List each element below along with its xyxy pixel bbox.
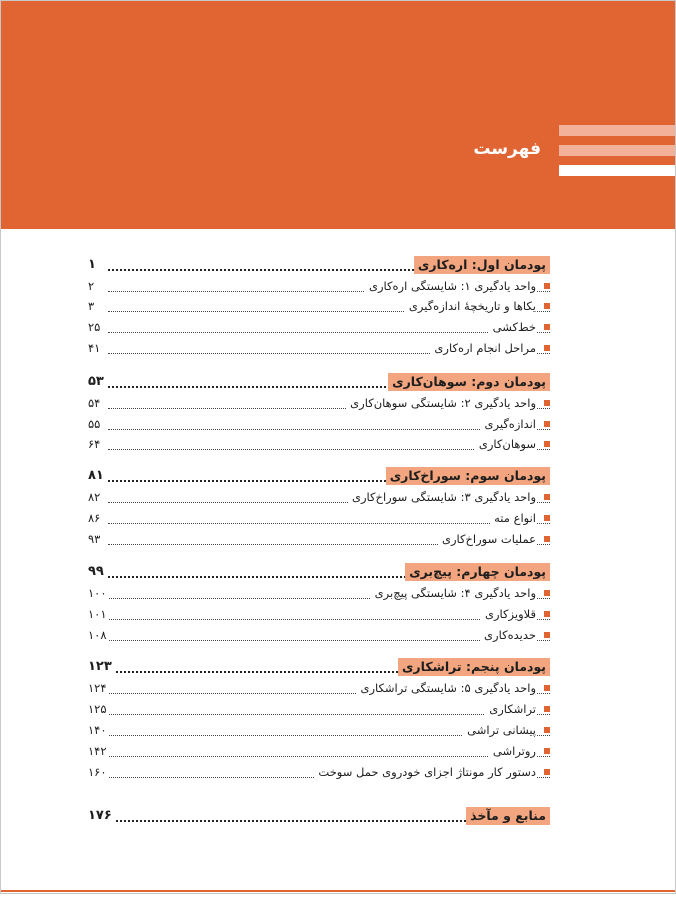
toc-chapter-row[interactable] bbox=[88, 658, 550, 678]
square-bullet-icon bbox=[544, 611, 550, 617]
toc-item-row[interactable] bbox=[88, 721, 550, 741]
square-bullet-icon bbox=[544, 769, 550, 775]
toc-item-row[interactable] bbox=[88, 509, 550, 529]
toc-item-title: واحد یادگیری ۴: شایستگی پیچ‌بری bbox=[371, 585, 536, 601]
toc-item-row[interactable] bbox=[88, 394, 550, 414]
toc-item-row[interactable] bbox=[88, 415, 550, 435]
toc-chapter-row[interactable] bbox=[88, 563, 550, 583]
square-bullet-icon bbox=[544, 303, 550, 309]
square-bullet-icon bbox=[544, 590, 550, 596]
square-bullet-icon bbox=[544, 283, 550, 289]
toc-item-row[interactable] bbox=[88, 530, 550, 550]
toc-chapter-row[interactable] bbox=[88, 256, 550, 276]
toc-item-title: حدیده‌کاری bbox=[480, 627, 536, 643]
toc-page-number: ۵۴ bbox=[88, 396, 101, 410]
toc-item-title: عملیات سوراخ‌کاری bbox=[438, 531, 536, 547]
toc-page-number: ۲۵ bbox=[88, 320, 101, 334]
toc-item-row[interactable] bbox=[88, 679, 550, 699]
toc-page-number: ۸۱ bbox=[88, 468, 104, 483]
square-bullet-icon bbox=[544, 324, 550, 330]
toc-item-title: قلاویزکاری bbox=[481, 606, 536, 622]
square-bullet-icon bbox=[544, 515, 550, 521]
toc-item-title: مراحل انجام اره‌کاری bbox=[430, 340, 536, 356]
dot-leader bbox=[108, 742, 550, 757]
toc-page-number: ۱۲۵ bbox=[88, 702, 107, 716]
toc-item-title: یکاها و تاریخچهٔ اندازه‌گیری bbox=[405, 298, 536, 314]
toc-chapter-row[interactable] bbox=[88, 373, 550, 393]
toc-item-row[interactable] bbox=[88, 318, 550, 338]
toc-page-number: ۹۹ bbox=[88, 564, 104, 579]
toc-item-title: انواع مته bbox=[490, 510, 536, 526]
toc-chapter-title: منابع و مآخذ bbox=[466, 807, 550, 825]
toc-chapter-title: پودمان اول: اره‌کاری bbox=[414, 256, 550, 274]
toc-item-row[interactable] bbox=[88, 297, 550, 317]
toc-item-title: سوهان‌کاری bbox=[475, 436, 536, 452]
toc-item-title: واحد یادگیری ۳: شایستگی سوراخ‌کاری bbox=[348, 489, 536, 505]
square-bullet-icon bbox=[544, 441, 550, 447]
toc-page-number: ۱۰۰ bbox=[88, 586, 107, 600]
toc-page-number: ۱۰۸ bbox=[88, 628, 107, 642]
dot-leader bbox=[108, 700, 550, 715]
toc-chapter-title: پودمان چهارم: پیچ‌بری bbox=[405, 563, 550, 581]
toc-item-title: تراشکاری bbox=[485, 701, 536, 717]
toc-item-title: اندازه‌گیری bbox=[481, 416, 537, 432]
toc-item-row[interactable] bbox=[88, 584, 550, 604]
toc-chapter-title: پودمان دوم: سوهان‌کاری bbox=[388, 373, 550, 391]
toc-item-row[interactable] bbox=[88, 277, 550, 297]
toc-item-title: دستور کار مونتاژ اجزای خودروی حمل سوخت bbox=[314, 764, 536, 780]
toc-page-number: ۱ bbox=[88, 257, 96, 272]
toc-chapter-row[interactable] bbox=[88, 807, 550, 827]
toc-item-title: پیشانی تراشی bbox=[463, 722, 536, 738]
toc-page-number: ۶۴ bbox=[88, 437, 101, 451]
toc-item-row[interactable] bbox=[88, 339, 550, 359]
toc-page-number: ۸۶ bbox=[88, 511, 101, 525]
toc-chapter-title: پودمان پنجم: تراشکاری bbox=[398, 658, 550, 676]
toc-item-row[interactable] bbox=[88, 605, 550, 625]
toc-page-number: ۱۰۱ bbox=[88, 607, 107, 621]
toc-item-title: واحد یادگیری ۲: شایستگی سوهان‌کاری bbox=[346, 395, 536, 411]
toc-page-number: ۴۱ bbox=[88, 341, 101, 355]
square-bullet-icon bbox=[544, 400, 550, 406]
dot-leader bbox=[108, 509, 550, 524]
toc-page-number: ۹۳ bbox=[88, 532, 101, 546]
toc-item-title: واحد یادگیری ۱: شایستگی اره‌کاری bbox=[365, 278, 536, 294]
square-bullet-icon bbox=[544, 536, 550, 542]
square-bullet-icon bbox=[544, 494, 550, 500]
toc-item-row[interactable] bbox=[88, 742, 550, 762]
square-bullet-icon bbox=[544, 421, 550, 427]
toc-item-title: روتراشی bbox=[489, 743, 536, 759]
toc-page-number: ۵۳ bbox=[88, 374, 104, 389]
toc-chapter-title: پودمان سوم: سوراخ‌کاری bbox=[386, 467, 550, 485]
toc-page-number: ۱۷۶ bbox=[88, 808, 112, 823]
toc-page-number: ۸۲ bbox=[88, 490, 101, 504]
square-bullet-icon bbox=[544, 706, 550, 712]
bottom-rule bbox=[1, 890, 675, 892]
square-bullet-icon bbox=[544, 632, 550, 638]
toc-page-number: ۱۶۰ bbox=[88, 765, 107, 779]
page-title: فهرست bbox=[473, 139, 541, 159]
toc-page-number: ۱۲۴ bbox=[88, 681, 107, 695]
toc-page-number: ۲ bbox=[88, 279, 95, 293]
toc-page-number: ۵۵ bbox=[88, 417, 101, 431]
toc-item-row[interactable] bbox=[88, 626, 550, 646]
square-bullet-icon bbox=[544, 685, 550, 691]
toc-item-row[interactable] bbox=[88, 435, 550, 455]
square-bullet-icon bbox=[544, 345, 550, 351]
toc-chapter-row[interactable] bbox=[88, 467, 550, 487]
square-bullet-icon bbox=[544, 727, 550, 733]
toc-page-number: ۱۴۰ bbox=[88, 723, 107, 737]
toc-item-row[interactable] bbox=[88, 763, 550, 783]
toc-item-title: واحد یادگیری ۵: شایستگی تراشکاری bbox=[357, 680, 537, 696]
toc-page-number: ۱۲۳ bbox=[88, 659, 112, 674]
toc-item-row[interactable] bbox=[88, 700, 550, 720]
toc-page-number: ۳ bbox=[88, 299, 95, 313]
dot-leader bbox=[108, 318, 550, 333]
toc-page-number: ۱۴۲ bbox=[88, 744, 107, 758]
toc-item-row[interactable] bbox=[88, 488, 550, 508]
square-bullet-icon bbox=[544, 748, 550, 754]
toc-item-title: خط‌کشی bbox=[489, 319, 536, 335]
